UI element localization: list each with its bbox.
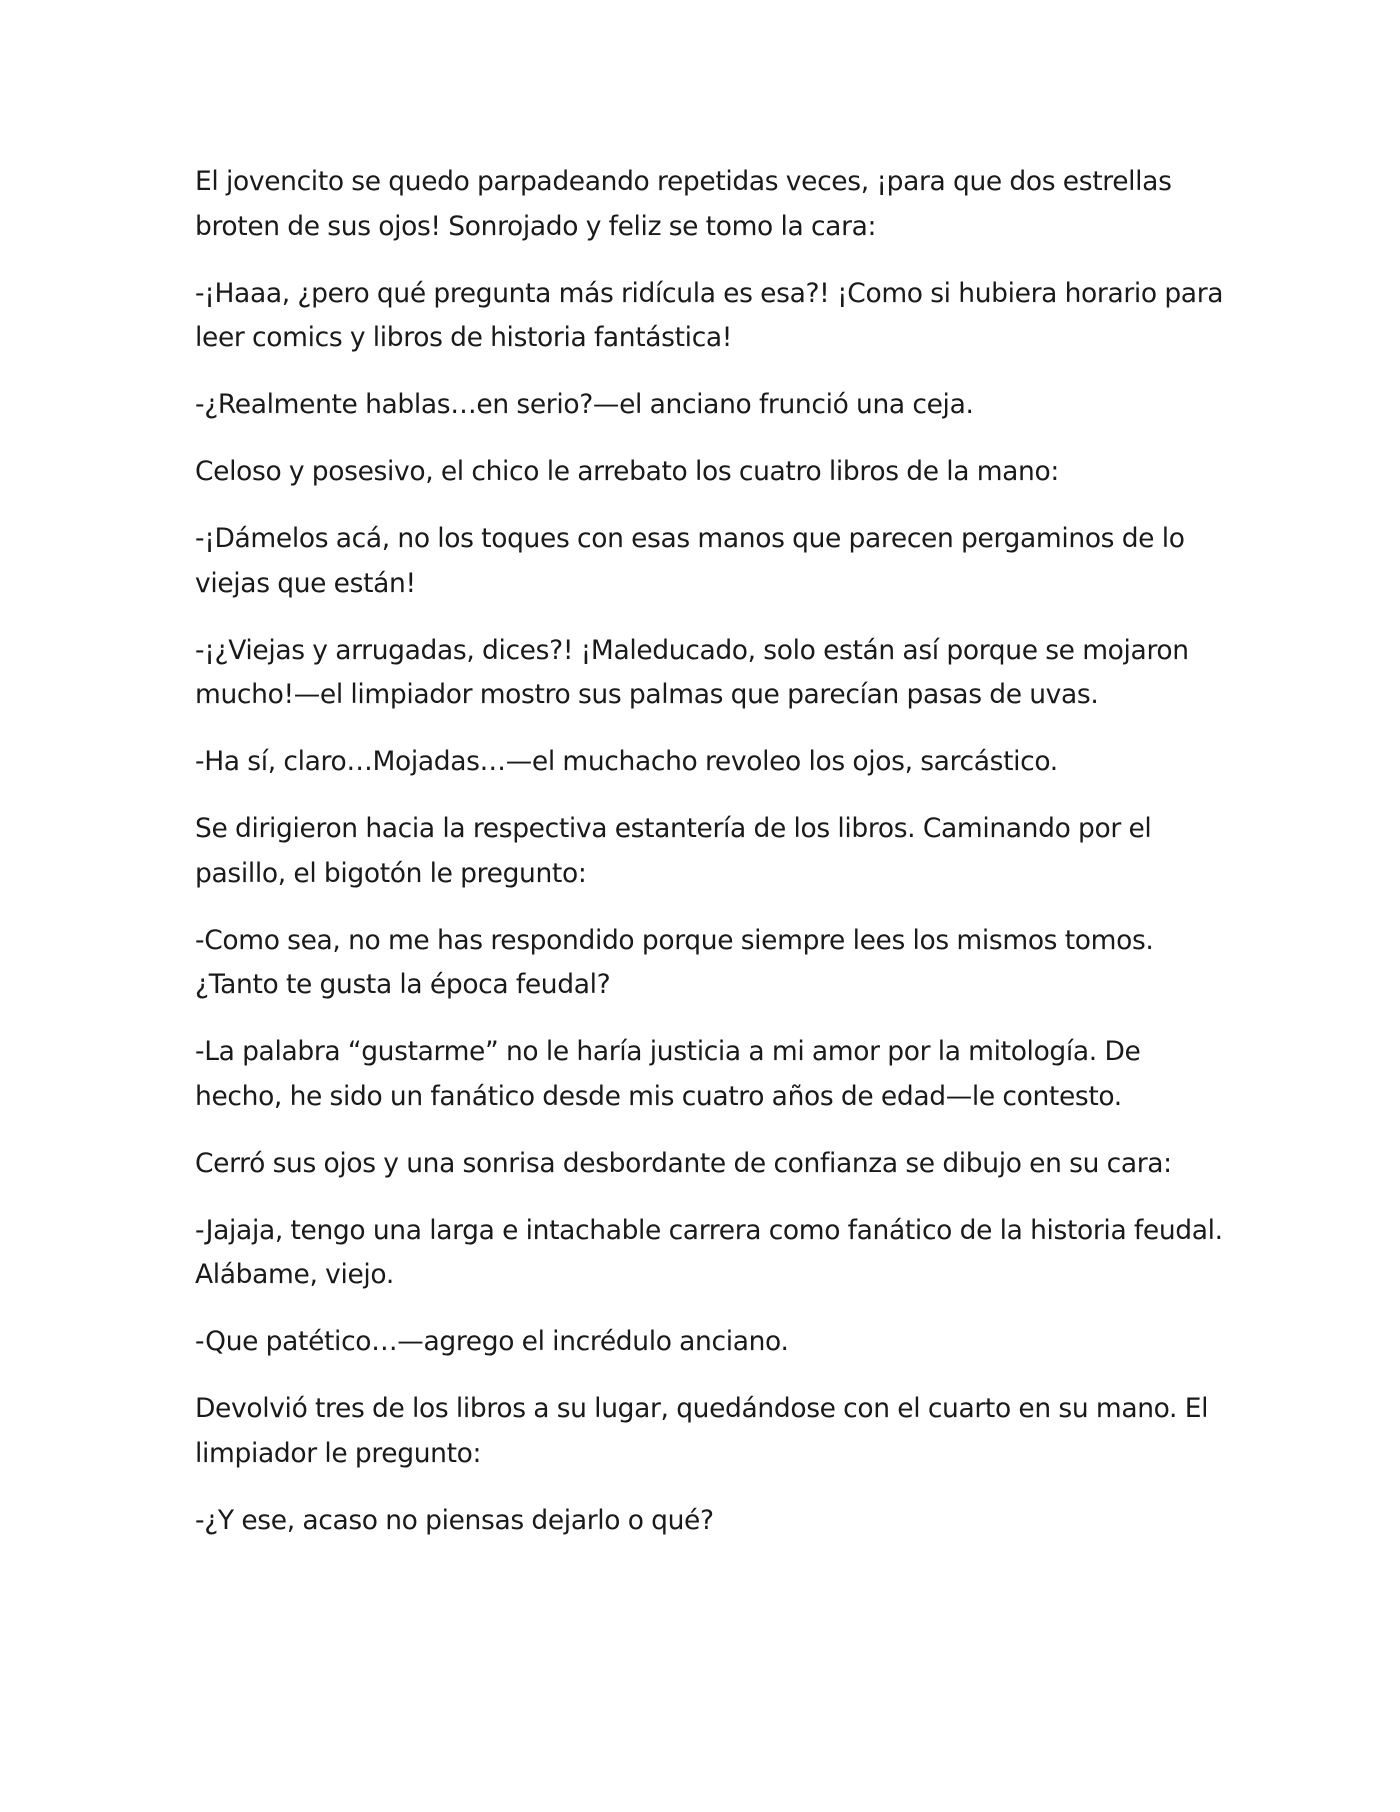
paragraph: -¡Dámelos acá, no los toques con esas manos que parecen pergaminos de lo viejas que están! (195, 523, 1185, 599)
paragraph: -La palabra “gustarme” no le haría justicia a mi amor por la mitología. De hecho, he sido un fanático desde mis cuatro años de edad—le contesto. (195, 1036, 1141, 1112)
paragraph: -Como sea, no me has respondido porque siempre lees los mismos tomos. ¿Tanto te gusta la época feudal? (195, 924, 1154, 1000)
paragraph: -Que patético…—agrego el incrédulo anciano. (195, 1326, 789, 1357)
paragraph: -¡¿Viejas y arrugadas, dices?! ¡Maleducado, solo están así porque se mojaron mucho!—el limpiador mostro sus palmas que parecían pasas de uvas. (195, 634, 1189, 710)
paragraph: -¿Y ese, acaso no piensas dejarlo o qué? (195, 1504, 714, 1536)
paragraph: -¡Haaa, ¿pero qué pregunta más ridícula es esa?! ¡Como si hubiera horario para leer comics y libros de historia fantástica! (195, 277, 1224, 353)
paragraph: Se dirigieron hacia la respectiva estantería de los libros. Caminando por el pasillo, el bigotón le pregunto: (195, 813, 1152, 889)
paragraph: -Jajaja, tengo una larga e intachable carrera como fanático de la historia feudal. Alábame, viejo. (195, 1214, 1223, 1290)
paragraph: Devolvió tres de los libros a su lugar, quedándose con el cuarto en su mano. El limpiador le pregunto: (195, 1393, 1209, 1469)
paragraph: El jovencito se quedo parpadeando repetidas veces, ¡para que dos estrellas broten de sus ojos! Sonrojado y feliz se tomo la cara: (195, 166, 1172, 242)
document-body (195, 160, 1225, 1566)
paragraph: Cerró sus ojos y una sonrisa desbordante de confianza se dibujo en su cara: (195, 1147, 1172, 1179)
paragraph: -¿Realmente hablas…en serio?—el anciano frunció una ceja. (195, 389, 974, 420)
paragraph: -Ha sí, claro…Mojadas…—el muchacho revoleo los ojos, sarcástico. (195, 746, 1058, 777)
paragraph: Celoso y posesivo, el chico le arrebato los cuatro libros de la mano: (195, 456, 1059, 487)
